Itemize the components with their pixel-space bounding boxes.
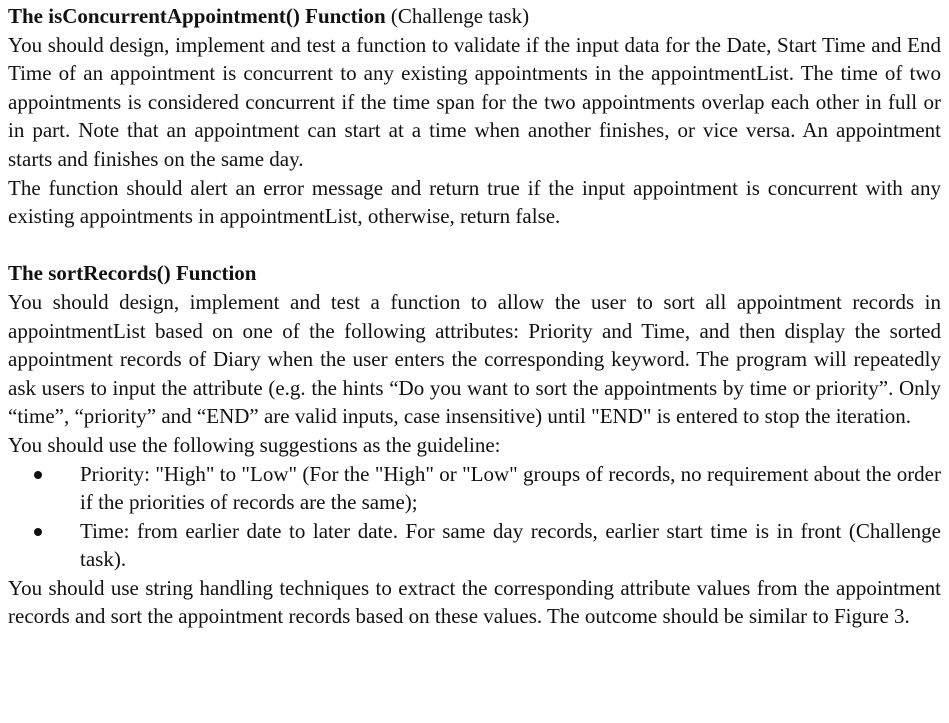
guideline-bullet-list (8, 460, 941, 574)
heading-bold-text: The isConcurrentAppointment() Function (8, 4, 386, 28)
section-heading-sortrecords (8, 259, 941, 288)
bullet-icon (34, 471, 42, 479)
section-spacer (8, 231, 941, 260)
heading-bold-text: The sortRecords() Function (8, 261, 257, 286)
closing-paragraph: You should use string handling techniques to extract the corresponding attribute values from the appointment records and sort the appointment records based on these values. The outcome should be similar to Figure 3. (8, 575, 941, 629)
guideline-lead-text: You should use the following suggestions as the guideline: (8, 432, 501, 457)
section1-paragraph: The function should alert an error message and return true if the input appointment is concurrent with any existing appointments in appointmentList, otherwise, return false. (8, 175, 941, 229)
heading-suffix-text: (Challenge task) (385, 4, 530, 28)
section2-intro-paragraph: You should design, implement and test a function to allow the user to sort all appointment records in appointmentList based on one of the following attributes: Priority and Time, and then display the sorted appointment records of Diary when the user enters the corresponding keyword. The program will repeatedly ask users to input the attribute (e.g. the hints “Do you want to sort the appointments by time or priority”. Only “time”, “priority” and “END” are valid inputs, case insensitive) until "END" is entered to stop the iteration. (8, 289, 941, 429)
bullet-icon (34, 528, 42, 536)
section-heading-isconcurrentappointment (8, 2, 941, 31)
list-item (8, 460, 941, 517)
bullet-text: Time: from earlier date to later date. For same day records, earlier start time is in front (Challenge task). (80, 518, 941, 572)
section1-paragraph: You should design, implement and test a function to validate if the input data for the Date, Start Time and End Time of an appointment is concurrent to any existing appointments in the appointmentList. The time of two appointments is considered concurrent if the time span for the two appointments overlap each other in full or in part. Note that an appointment can start at a time when another finishes, or vice versa. An appointment starts and finishes on the same day. (8, 32, 941, 171)
bullet-text: Priority: "High" to "Low" (For the "High" or "Low" groups of records, no requirement about the order if the priorities of records are the same); (80, 461, 941, 515)
list-item (8, 517, 941, 574)
